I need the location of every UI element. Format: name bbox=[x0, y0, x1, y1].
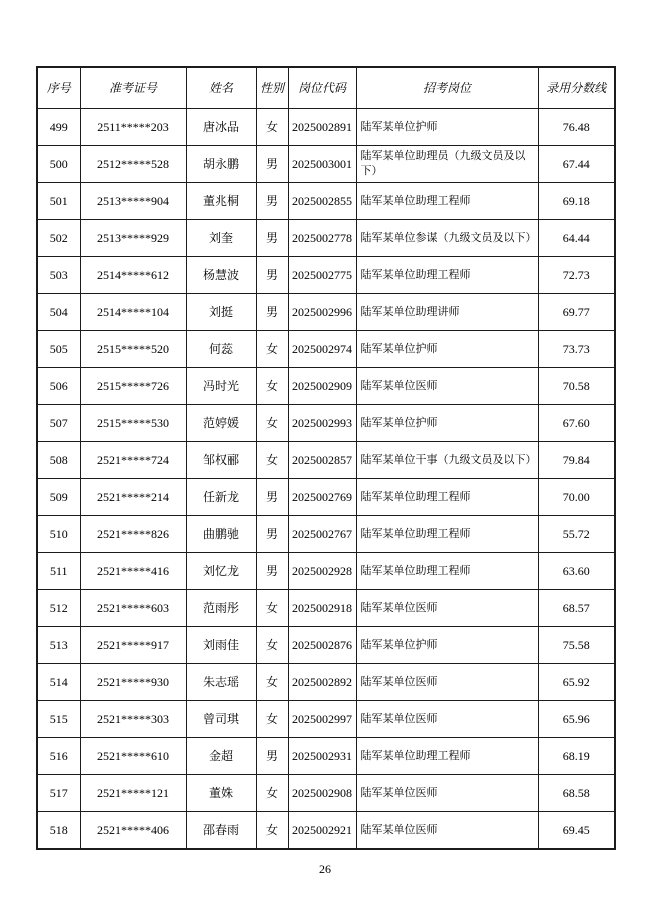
cell-gender: 女 bbox=[256, 368, 288, 405]
cell-position: 陆军某单位医师 bbox=[356, 775, 538, 812]
cell-no: 515 bbox=[37, 701, 80, 738]
table-row bbox=[37, 442, 615, 479]
column-header-position-code: 岗位代码 bbox=[288, 67, 356, 109]
cell-position-code: 2025002931 bbox=[288, 738, 356, 775]
cell-gender: 女 bbox=[256, 664, 288, 701]
cell-score: 65.96 bbox=[538, 701, 615, 738]
cell-position-code: 2025002855 bbox=[288, 183, 356, 220]
cell-no: 517 bbox=[37, 775, 80, 812]
cell-score: 63.60 bbox=[538, 553, 615, 590]
cell-position-code: 2025002974 bbox=[288, 331, 356, 368]
table-row bbox=[37, 220, 615, 257]
cell-ticket-number: 2514*****104 bbox=[80, 294, 186, 331]
cell-position-code: 2025002993 bbox=[288, 405, 356, 442]
cell-ticket-number: 2513*****929 bbox=[80, 220, 186, 257]
cell-gender: 女 bbox=[256, 812, 288, 850]
cell-name: 刘忆龙 bbox=[186, 553, 256, 590]
cell-score: 72.73 bbox=[538, 257, 615, 294]
cell-position-code: 2025002891 bbox=[288, 109, 356, 146]
cell-no: 505 bbox=[37, 331, 80, 368]
cell-no: 509 bbox=[37, 479, 80, 516]
cell-gender: 男 bbox=[256, 257, 288, 294]
cell-position: 陆军某单位护师 bbox=[356, 109, 538, 146]
cell-score: 79.84 bbox=[538, 442, 615, 479]
cell-name: 董兆桐 bbox=[186, 183, 256, 220]
cell-no: 514 bbox=[37, 664, 80, 701]
cell-score: 69.45 bbox=[538, 812, 615, 850]
cell-ticket-number: 2521*****917 bbox=[80, 627, 186, 664]
cell-no: 518 bbox=[37, 812, 80, 850]
column-header-no: 序号 bbox=[37, 67, 80, 109]
cell-name: 董姝 bbox=[186, 775, 256, 812]
table-header-row bbox=[37, 67, 615, 109]
cell-score: 67.60 bbox=[538, 405, 615, 442]
table-row bbox=[37, 146, 615, 183]
cell-no: 499 bbox=[37, 109, 80, 146]
cell-score: 68.57 bbox=[538, 590, 615, 627]
cell-score: 68.58 bbox=[538, 775, 615, 812]
table-row bbox=[37, 775, 615, 812]
table-row bbox=[37, 553, 615, 590]
cell-ticket-number: 2514*****612 bbox=[80, 257, 186, 294]
cell-no: 510 bbox=[37, 516, 80, 553]
cell-name: 曾司琪 bbox=[186, 701, 256, 738]
cell-position: 陆军某单位助理讲师 bbox=[356, 294, 538, 331]
results-table bbox=[36, 66, 616, 850]
cell-ticket-number: 2513*****904 bbox=[80, 183, 186, 220]
cell-position-code: 2025002892 bbox=[288, 664, 356, 701]
cell-position: 陆军某单位助理工程师 bbox=[356, 183, 538, 220]
cell-position: 陆军某单位干事（九级文员及以下） bbox=[356, 442, 538, 479]
cell-ticket-number: 2521*****603 bbox=[80, 590, 186, 627]
table-row bbox=[37, 701, 615, 738]
cell-ticket-number: 2521*****826 bbox=[80, 516, 186, 553]
cell-ticket-number: 2521*****416 bbox=[80, 553, 186, 590]
cell-gender: 女 bbox=[256, 775, 288, 812]
cell-gender: 女 bbox=[256, 109, 288, 146]
cell-name: 刘雨佳 bbox=[186, 627, 256, 664]
cell-position-code: 2025002997 bbox=[288, 701, 356, 738]
page-number: 26 bbox=[319, 862, 331, 876]
cell-position-code: 2025002778 bbox=[288, 220, 356, 257]
cell-position: 陆军某单位护师 bbox=[356, 627, 538, 664]
cell-gender: 男 bbox=[256, 479, 288, 516]
cell-position: 陆军某单位助理员（九级文员及以下） bbox=[356, 146, 538, 183]
cell-no: 516 bbox=[37, 738, 80, 775]
cell-name: 刘挺 bbox=[186, 294, 256, 331]
cell-gender: 女 bbox=[256, 701, 288, 738]
cell-ticket-number: 2521*****303 bbox=[80, 701, 186, 738]
cell-ticket-number: 2521*****930 bbox=[80, 664, 186, 701]
table-row bbox=[37, 516, 615, 553]
cell-no: 501 bbox=[37, 183, 80, 220]
cell-position: 陆军某单位助理工程师 bbox=[356, 516, 538, 553]
cell-position: 陆军某单位医师 bbox=[356, 701, 538, 738]
cell-score: 75.58 bbox=[538, 627, 615, 664]
cell-name: 邵春雨 bbox=[186, 812, 256, 850]
table-row bbox=[37, 368, 615, 405]
cell-name: 邹权郦 bbox=[186, 442, 256, 479]
cell-gender: 男 bbox=[256, 183, 288, 220]
cell-name: 朱志瑶 bbox=[186, 664, 256, 701]
cell-position-code: 2025002918 bbox=[288, 590, 356, 627]
cell-score: 65.92 bbox=[538, 664, 615, 701]
cell-position-code: 2025002857 bbox=[288, 442, 356, 479]
column-header-position: 招考岗位 bbox=[356, 67, 538, 109]
cell-position: 陆军某单位医师 bbox=[356, 664, 538, 701]
cell-position: 陆军某单位医师 bbox=[356, 812, 538, 850]
table-row bbox=[37, 812, 615, 850]
cell-name: 金超 bbox=[186, 738, 256, 775]
cell-ticket-number: 2512*****528 bbox=[80, 146, 186, 183]
table-row bbox=[37, 183, 615, 220]
cell-name: 何蕊 bbox=[186, 331, 256, 368]
cell-score: 73.73 bbox=[538, 331, 615, 368]
cell-position: 陆军某单位护师 bbox=[356, 331, 538, 368]
cell-score: 64.44 bbox=[538, 220, 615, 257]
cell-ticket-number: 2521*****406 bbox=[80, 812, 186, 850]
cell-score: 70.58 bbox=[538, 368, 615, 405]
cell-gender: 男 bbox=[256, 553, 288, 590]
cell-name: 刘奎 bbox=[186, 220, 256, 257]
cell-gender: 女 bbox=[256, 442, 288, 479]
table-row bbox=[37, 664, 615, 701]
column-header-name: 姓名 bbox=[186, 67, 256, 109]
cell-position-code: 2025002775 bbox=[288, 257, 356, 294]
cell-gender: 男 bbox=[256, 146, 288, 183]
table-row bbox=[37, 479, 615, 516]
cell-gender: 男 bbox=[256, 516, 288, 553]
cell-position-code: 2025002909 bbox=[288, 368, 356, 405]
cell-score: 69.18 bbox=[538, 183, 615, 220]
table-row bbox=[37, 294, 615, 331]
cell-gender: 女 bbox=[256, 590, 288, 627]
cell-score: 67.44 bbox=[538, 146, 615, 183]
table-row bbox=[37, 257, 615, 294]
cell-no: 511 bbox=[37, 553, 80, 590]
cell-no: 512 bbox=[37, 590, 80, 627]
cell-name: 范雨彤 bbox=[186, 590, 256, 627]
cell-name: 曲鹏驰 bbox=[186, 516, 256, 553]
cell-position: 陆军某单位助理工程师 bbox=[356, 479, 538, 516]
cell-position-code: 2025002928 bbox=[288, 553, 356, 590]
cell-name: 冯时光 bbox=[186, 368, 256, 405]
cell-position-code: 2025002876 bbox=[288, 627, 356, 664]
column-header-gender: 性别 bbox=[256, 67, 288, 109]
cell-position-code: 2025002908 bbox=[288, 775, 356, 812]
cell-name: 范婷媛 bbox=[186, 405, 256, 442]
cell-position: 陆军某单位助理工程师 bbox=[356, 553, 538, 590]
table-row bbox=[37, 331, 615, 368]
cell-no: 513 bbox=[37, 627, 80, 664]
cell-position-code: 2025002769 bbox=[288, 479, 356, 516]
cell-name: 杨慧波 bbox=[186, 257, 256, 294]
cell-ticket-number: 2515*****520 bbox=[80, 331, 186, 368]
cell-no: 507 bbox=[37, 405, 80, 442]
table-row bbox=[37, 590, 615, 627]
cell-position: 陆军某单位参谋（九级文员及以下） bbox=[356, 220, 538, 257]
cell-position: 陆军某单位医师 bbox=[356, 368, 538, 405]
cell-name: 任新龙 bbox=[186, 479, 256, 516]
cell-ticket-number: 2515*****530 bbox=[80, 405, 186, 442]
cell-gender: 女 bbox=[256, 405, 288, 442]
cell-gender: 女 bbox=[256, 331, 288, 368]
table-row bbox=[37, 109, 615, 146]
cell-score: 68.19 bbox=[538, 738, 615, 775]
cell-position: 陆军某单位医师 bbox=[356, 590, 538, 627]
cell-no: 506 bbox=[37, 368, 80, 405]
table-row bbox=[37, 738, 615, 775]
cell-gender: 男 bbox=[256, 220, 288, 257]
cell-gender: 女 bbox=[256, 627, 288, 664]
table-row bbox=[37, 627, 615, 664]
cell-gender: 男 bbox=[256, 738, 288, 775]
cell-no: 508 bbox=[37, 442, 80, 479]
cell-position-code: 2025003001 bbox=[288, 146, 356, 183]
cell-position-code: 2025002921 bbox=[288, 812, 356, 850]
cell-ticket-number: 2521*****610 bbox=[80, 738, 186, 775]
column-header-ticket-number: 准考证号 bbox=[80, 67, 186, 109]
cell-ticket-number: 2521*****121 bbox=[80, 775, 186, 812]
cell-score: 70.00 bbox=[538, 479, 615, 516]
cell-ticket-number: 2521*****724 bbox=[80, 442, 186, 479]
cell-position: 陆军某单位护师 bbox=[356, 405, 538, 442]
cell-position: 陆军某单位助理工程师 bbox=[356, 738, 538, 775]
cell-position-code: 2025002996 bbox=[288, 294, 356, 331]
cell-ticket-number: 2521*****214 bbox=[80, 479, 186, 516]
cell-no: 504 bbox=[37, 294, 80, 331]
cell-ticket-number: 2511*****203 bbox=[80, 109, 186, 146]
cell-position: 陆军某单位助理工程师 bbox=[356, 257, 538, 294]
cell-score: 55.72 bbox=[538, 516, 615, 553]
column-header-score: 录用分数线 bbox=[538, 67, 615, 109]
cell-no: 500 bbox=[37, 146, 80, 183]
cell-name: 胡永鹏 bbox=[186, 146, 256, 183]
cell-ticket-number: 2515*****726 bbox=[80, 368, 186, 405]
cell-position-code: 2025002767 bbox=[288, 516, 356, 553]
cell-gender: 男 bbox=[256, 294, 288, 331]
cell-score: 69.77 bbox=[538, 294, 615, 331]
cell-name: 唐冰品 bbox=[186, 109, 256, 146]
cell-no: 503 bbox=[37, 257, 80, 294]
table-row bbox=[37, 405, 615, 442]
cell-score: 76.48 bbox=[538, 109, 615, 146]
cell-no: 502 bbox=[37, 220, 80, 257]
